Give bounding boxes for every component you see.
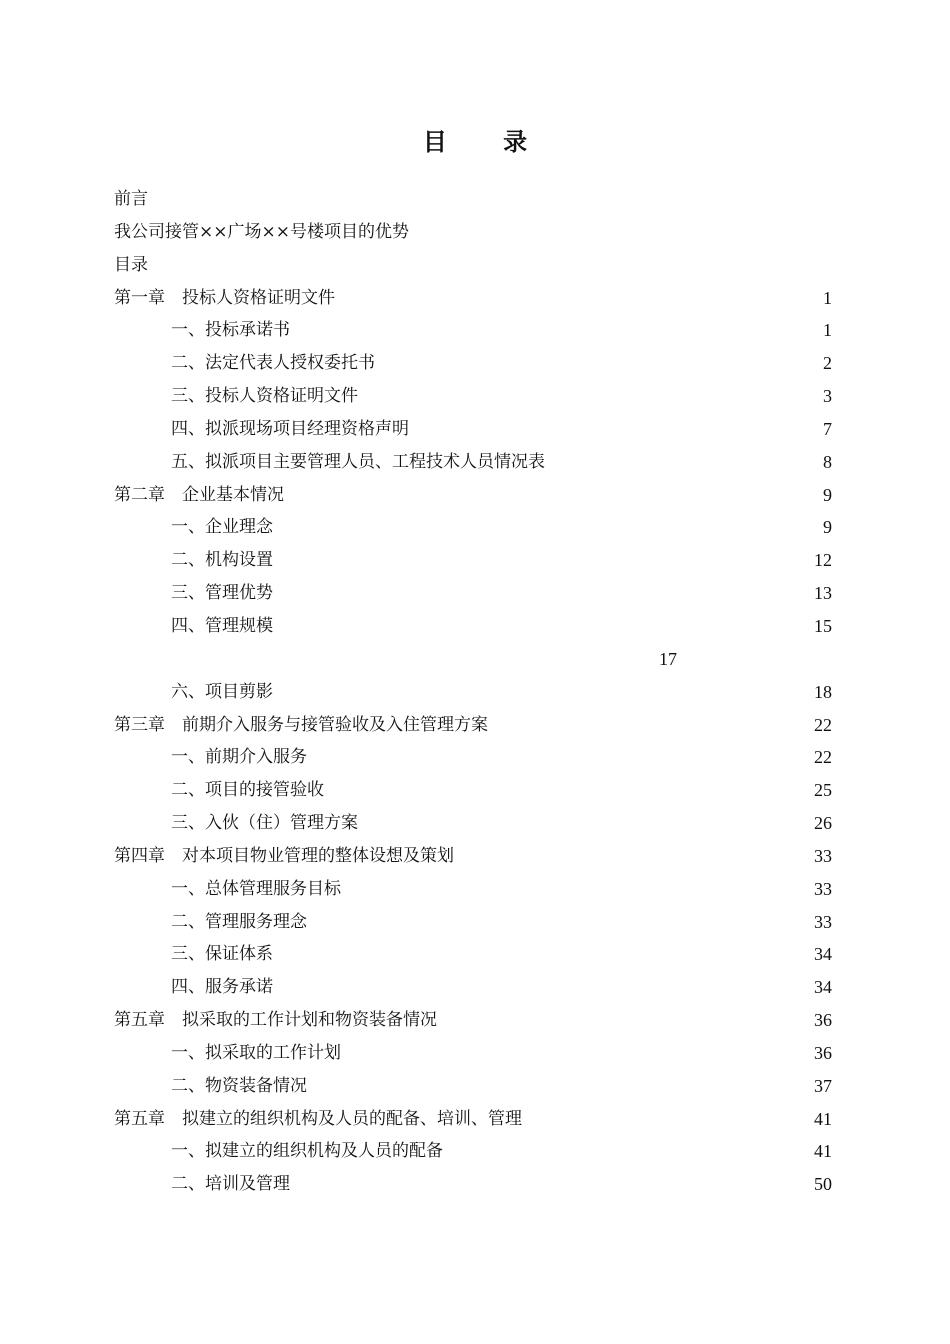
toc-page-number: 22 (814, 714, 832, 735)
toc-entry-title: 一、拟采取的工作计划 (171, 1042, 341, 1063)
toc-page-number: 13 (814, 583, 832, 604)
toc-entry-title: 六、项目剪影 (171, 681, 273, 702)
toc-entry-title: 第三章 前期介入服务与接管验收及入住管理方案 (114, 714, 488, 735)
toc-section-entry[interactable] (114, 1168, 832, 1201)
toc-page-number: 7 (823, 418, 832, 439)
toc-page-number: 34 (814, 977, 832, 998)
toc-section-entry[interactable] (114, 610, 832, 643)
toc-section-entry[interactable] (114, 971, 832, 1004)
toc-page-number: 50 (814, 1174, 832, 1195)
toc-entry-title: 前言 (114, 189, 148, 209)
toc-page-number: 22 (814, 747, 832, 768)
toc-page-number: 17 (659, 648, 677, 669)
toc-entry-title: 一、拟建立的组织机构及人员的配备 (171, 1141, 443, 1162)
toc-page-number: 15 (814, 615, 832, 636)
toc-page-number: 9 (823, 484, 832, 505)
toc-chapter-entry[interactable] (114, 1103, 832, 1136)
toc-entry-title: 三、投标人资格证明文件 (171, 386, 358, 407)
toc-chapter-entry[interactable] (114, 479, 832, 512)
toc-entry-title: 一、投标承诺书 (171, 320, 290, 341)
toc-section-entry[interactable] (114, 511, 832, 544)
toc-section-entry[interactable] (114, 380, 832, 413)
toc-page-number: 36 (814, 1010, 832, 1031)
toc-page-number: 9 (823, 517, 832, 538)
toc-page-number: 12 (814, 550, 832, 571)
toc-chapter-entry[interactable] (114, 709, 832, 742)
toc-section-entry[interactable] (114, 577, 832, 610)
toc-page-number: 36 (814, 1042, 832, 1063)
toc-entry-title: 二、法定代表人授权委托书 (171, 353, 375, 374)
toc-entry-title: 二、项目的接管验收 (171, 780, 324, 801)
toc-page-number: 41 (814, 1108, 832, 1129)
toc-section-entry[interactable] (114, 413, 832, 446)
toc-entry-title: 二、机构设置 (171, 550, 273, 571)
toc-section-entry[interactable] (114, 347, 832, 380)
toc-page-number: 26 (814, 813, 832, 834)
toc-page-number: 33 (814, 911, 832, 932)
toc-section-entry[interactable] (114, 643, 832, 676)
toc-entry-title: 我公司接管××广场××号楼项目的优势 (114, 221, 409, 242)
toc-section-entry[interactable] (114, 1135, 832, 1168)
toc-chapter-entry[interactable] (114, 183, 832, 216)
table-of-contents (114, 183, 832, 1201)
toc-entry-title: 四、服务承诺 (171, 977, 273, 998)
toc-section-entry[interactable] (114, 676, 832, 709)
toc-page-number: 8 (823, 451, 832, 472)
toc-section-entry[interactable] (114, 774, 832, 807)
toc-page-number: 25 (814, 780, 832, 801)
toc-entry-title: 目录 (114, 254, 148, 275)
toc-section-entry[interactable] (114, 1070, 832, 1103)
toc-entry-title: 四、拟派现场项目经理资格声明 (171, 418, 409, 439)
toc-page-number: 34 (814, 944, 832, 965)
toc-entry-title: 第二章 企业基本情况 (114, 484, 284, 505)
toc-section-entry[interactable] (114, 446, 832, 479)
toc-page-number: 33 (814, 878, 832, 899)
toc-entry-title: 第五章 拟采取的工作计划和物资装备情况 (114, 1010, 437, 1031)
toc-section-entry[interactable] (114, 807, 832, 840)
toc-entry-title: 第五章 拟建立的组织机构及人员的配备、培训、管理 (114, 1108, 522, 1129)
toc-chapter-entry[interactable] (114, 216, 832, 249)
toc-entry-title: 二、管理服务理念 (171, 911, 307, 932)
toc-entry-title: 二、物资装备情况 (171, 1075, 307, 1096)
toc-section-entry[interactable] (114, 1037, 832, 1070)
page-title: 目 录 (422, 127, 552, 156)
toc-entry-title: 一、总体管理服务目标 (171, 878, 341, 899)
toc-chapter-entry[interactable] (114, 840, 832, 873)
toc-page-number: 1 (823, 287, 832, 308)
toc-chapter-entry[interactable] (114, 1004, 832, 1037)
toc-entry-title: 三、管理优势 (171, 583, 273, 604)
toc-entry-title: 一、企业理念 (171, 517, 273, 538)
toc-entry-title: 三、入伙（住）管理方案 (171, 813, 358, 834)
toc-entry-title: 第四章 对本项目物业管理的整体设想及策划 (114, 845, 454, 866)
toc-page-number: 41 (814, 1141, 832, 1162)
toc-entry-title: 五、拟派项目主要管理人员、工程技术人员情况表 (171, 451, 545, 472)
toc-page-number: 2 (823, 353, 832, 374)
toc-entry-title: 第一章 投标人资格证明文件 (114, 287, 335, 308)
toc-section-entry[interactable] (114, 741, 832, 774)
toc-chapter-entry[interactable] (114, 282, 832, 315)
toc-section-entry[interactable] (114, 314, 832, 347)
toc-section-entry[interactable] (114, 906, 832, 939)
toc-entry-title: 二、培训及管理 (171, 1174, 290, 1195)
toc-page-number: 1 (823, 320, 832, 341)
toc-chapter-entry[interactable] (114, 249, 832, 282)
toc-entry-title: 一、前期介入服务 (171, 747, 307, 768)
toc-page-number: 33 (814, 845, 832, 866)
toc-page-number: 3 (823, 386, 832, 407)
toc-page-number: 18 (814, 681, 832, 702)
toc-entry-title: 三、保证体系 (171, 944, 273, 965)
toc-section-entry[interactable] (114, 873, 832, 906)
toc-section-entry[interactable] (114, 938, 832, 971)
toc-page-number: 37 (814, 1075, 832, 1096)
toc-section-entry[interactable] (114, 544, 832, 577)
toc-entry-title: 四、管理规模 (171, 615, 273, 636)
